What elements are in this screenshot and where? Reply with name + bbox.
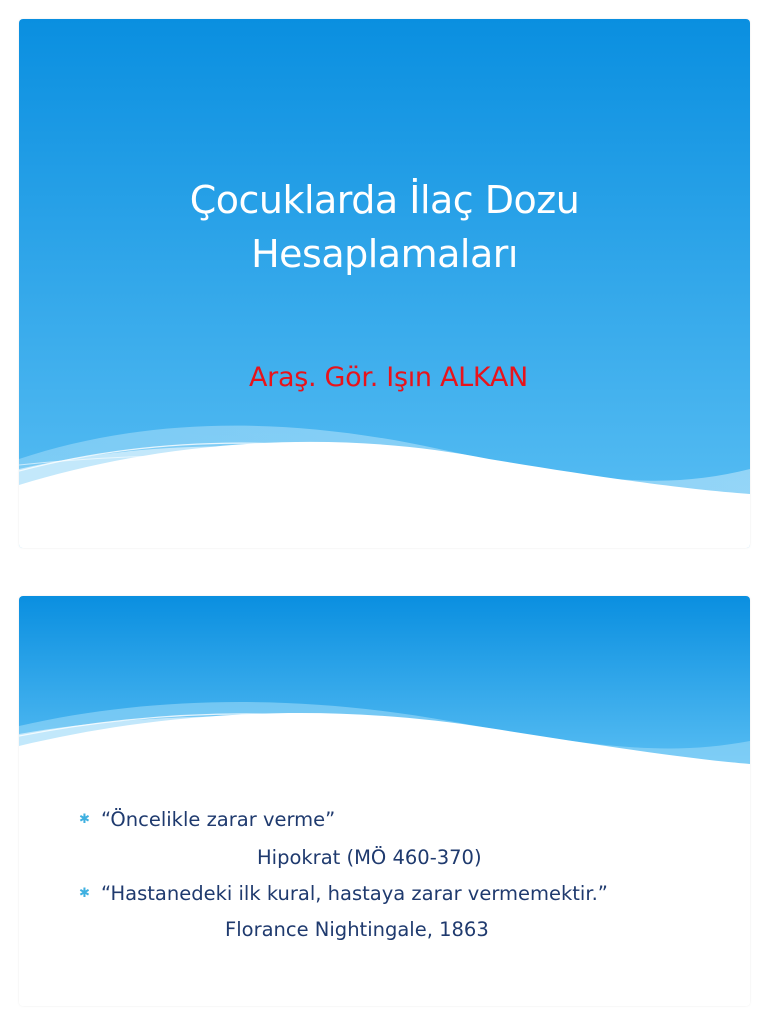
quote-attribution: Florance Nightingale, 1863 xyxy=(225,918,489,941)
quote-text: “Öncelikle zarar verme” xyxy=(101,808,336,831)
title-line-1: Çocuklarda İlaç Dozu xyxy=(189,178,580,222)
asterisk-icon: ✱ xyxy=(79,886,90,901)
author-subtitle: Araş. Gör. Işın ALKAN xyxy=(249,362,528,393)
slide-title xyxy=(19,173,750,281)
asterisk-icon: ✱ xyxy=(79,812,90,827)
sky-wave-header xyxy=(19,596,750,1006)
quote-attribution: Hipokrat (MÖ 460-370) xyxy=(257,846,482,869)
title-line-2: Hesaplamaları xyxy=(251,232,518,276)
sky-wave-background xyxy=(19,19,750,548)
quote-text: “Hastanedeki ilk kural, hastaya zarar vermemektir.” xyxy=(101,882,608,905)
title-slide xyxy=(19,19,750,548)
quotes-slide xyxy=(19,596,750,1006)
